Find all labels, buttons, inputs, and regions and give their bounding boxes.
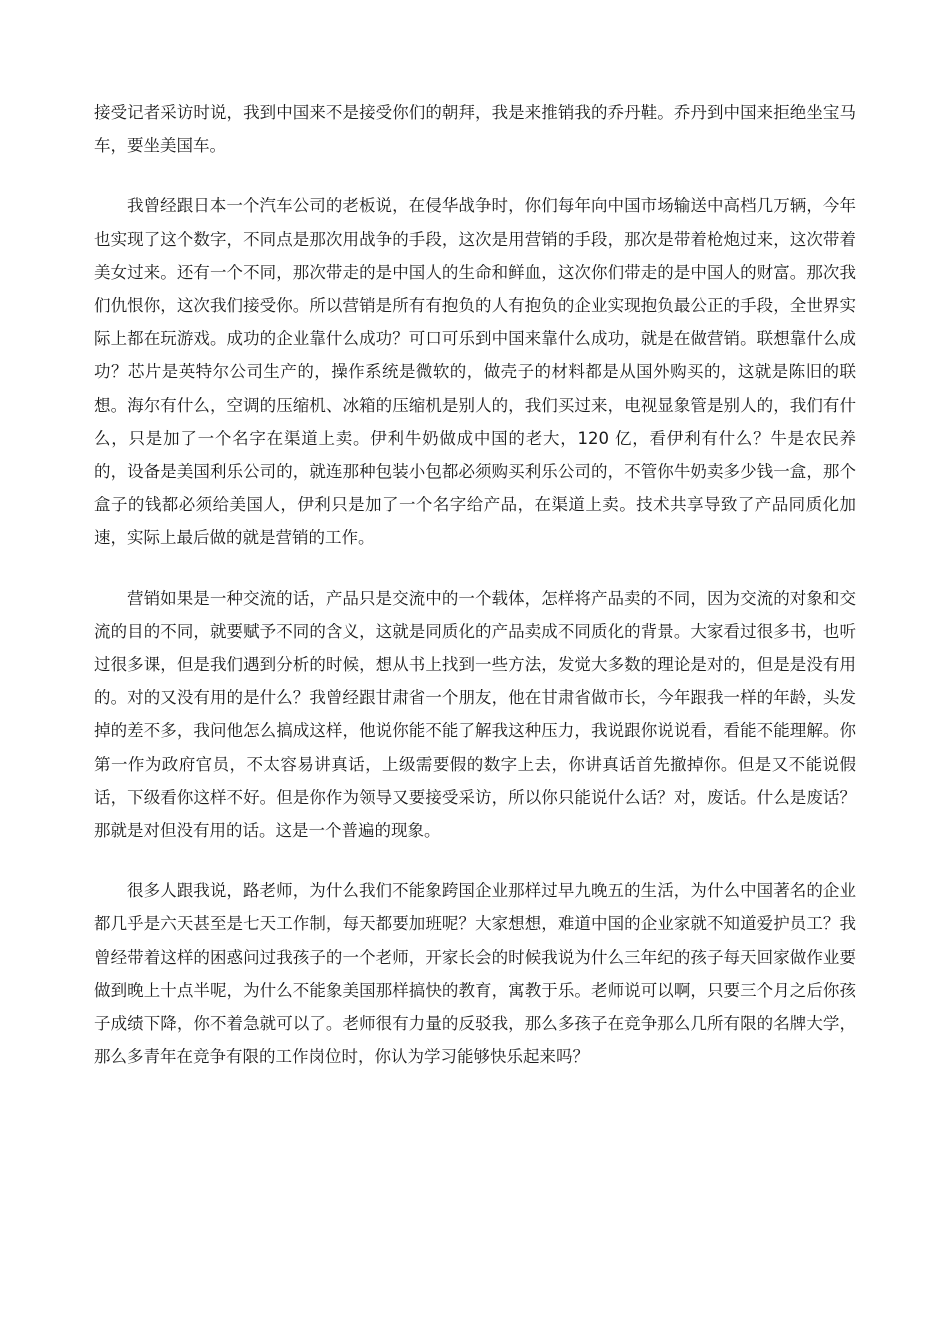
paragraph-4: 很多人跟我说，路老师，为什么我们不能象跨国企业那样过早九晚五的生活，为什么中国著名的企业都几乎是六天甚至是七天工作制，每天都要加班呢？大家想想，难道中国的企业家就不知道爱护员工？我曾经带着这样的困惑问过我孩子的一个老师，开家长会的时候我说为什么三年纪的孩子每天回家做作业要做到晚上十点半呢，为什么不能象美国那样搞快的教育，寓教于乐。老师说可以啊，只要三个月之后你孩子成绩下降，你不着急就可以了。老师很有力量的反驳我，那么多孩子在竞争那么几所有限的名牌大学，那么多青年在竞争有限的工作岗位时，你认为学习能够快乐起来吗？ xyxy=(94,881,856,1067)
paragraph-3: 营销如果是一种交流的话，产品只是交流中的一个载体，怎样将产品卖的不同，因为交流的对象和交流的目的不同，就要赋予不同的含义，这就是同质化的产品卖成不同质化的背景。大家看过很多书，也听过很多课，但是我们遇到分析的时候，想从书上找到一些方法，发觉大多数的理论是对的，但是是没有用的。对的又没有用的是什么？我曾经跟甘肃省一个朋友，他在甘肃省做市长，今年跟我一样的年龄，头发掉的差不多，我问他怎么搞成这样，他说你能不能了解我这种压力，我说跟你说说看，看能不能理解。你第一作为政府官员，不太容易讲真话，上级需要假的数字上去，你讲真话首先撤掉你。但是又不能说假话，下级看你这样不好。但是你作为领导又要接受采访，所以你只能说什么话？对，废话。什么是废话？那就是对但没有用的话。这是一个普遍的现象。 xyxy=(94,588,856,841)
document-body xyxy=(94,96,856,1100)
paragraph-2: 我曾经跟日本一个汽车公司的老板说，在侵华战争时，你们每年向中国市场输送中高档几万辆，今年也实现了这个数字，不同点是那次用战争的手段，这次是用营销的手段，那次是带着枪炮过来，这次带着美女过来。还有一个不同，那次带走的是中国人的生命和鲜血，这次你们带走的是中国人的财富。那次我们仇恨你，这次我们接受你。所以营销是所有有抱负的人有抱负的企业实现抱负最公正的手段，全世界实际上都在玩游戏。成功的企业靠什么成功？可口可乐到中国来靠什么成功，就是在做营销。联想靠什么成功？芯片是英特尔公司生产的，操作系统是微软的，做壳子的材料都是从国外购买的，这就是陈旧的联想。海尔有什么，空调的压缩机、冰箱的压缩机是别人的，我们买过来，电视显象管是别人的，我们有什么，只是加了一个名字在渠道上卖。伊利牛奶做成中国的老大，120 亿，看伊利有什么？牛是农民养的，设备是美国利乐公司的，就连那种包装小包都必须购买利乐公司的，不管你牛奶卖多少钱一盒，那个盒子的钱都必须给美国人，伊利只是加了一个名字给产品，在渠道上卖。技术共享导致了产品同质化加速，实际上最后做的就是营销的工作。 xyxy=(94,196,856,548)
paragraph-1: 接受记者采访时说，我到中国来不是接受你们的朝拜，我是来推销我的乔丹鞋。乔丹到中国来拒绝坐宝马车，要坐美国车。 xyxy=(94,103,856,156)
